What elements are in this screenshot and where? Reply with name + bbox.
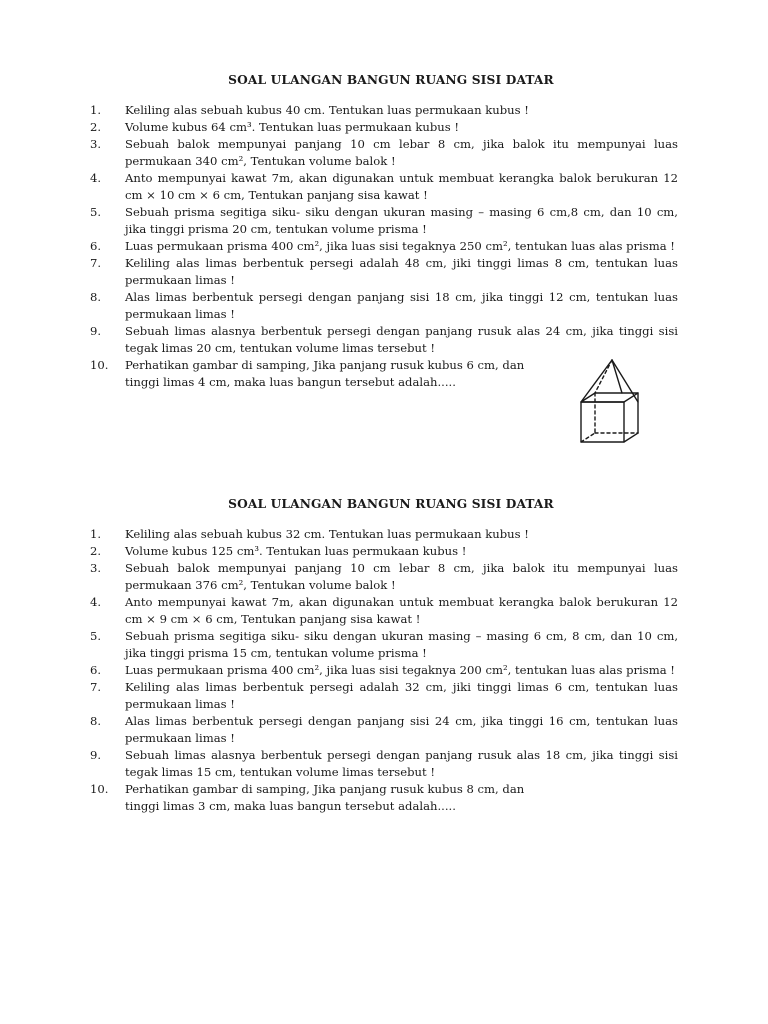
question-item	[0, 543, 768, 560]
question-item	[0, 781, 768, 815]
question-text: Sebuah limas alasnya berbentuk persegi dengan panjang rusuk alas 24 cm, jika tinggi sisi tegak limas 20 cm, tentukan volume limas tersebut !	[125, 324, 678, 355]
question-text: Sebuah limas alasnya berbentuk persegi dengan panjang rusuk alas 18 cm, jika tinggi sisi tegak limas 15 cm, tentukan volume limas tersebut !	[125, 748, 678, 779]
question-item	[0, 662, 768, 679]
question-list	[0, 102, 768, 391]
question-text: Alas limas berbentuk persegi dengan panjang sisi 18 cm, jika tinggi 12 cm, tentukan luas permukaan limas !	[125, 290, 678, 321]
question-text: Alas limas berbentuk persegi dengan panjang sisi 24 cm, jika tinggi 16 cm, tentukan luas permukaan limas !	[125, 714, 678, 745]
question-text: Luas permukaan prisma 400 cm², jika luas sisi tegaknya 250 cm², tentukan luas alas prisma !	[125, 239, 675, 253]
question-item	[0, 255, 768, 289]
question-text: Sebuah balok mempunyai panjang 10 cm lebar 8 cm, jika balok itu mempunyai luas permukaan 340 cm², Tentukan volume balok !	[125, 137, 678, 168]
question-number: 3.	[90, 561, 102, 575]
question-number: 10.	[90, 358, 109, 372]
question-number: 4.	[90, 171, 102, 185]
question-number: 7.	[90, 256, 102, 270]
question-item	[0, 713, 768, 747]
worksheet-title: SOAL ULANGAN BANGUN RUANG SISI DATAR	[228, 497, 554, 511]
question-number: 5.	[90, 205, 102, 219]
question-number: 8.	[90, 714, 102, 728]
question-number: 6.	[90, 239, 102, 253]
figure-lines	[581, 360, 638, 442]
question-text: Anto mempunyai kawat 7m, akan digunakan untuk membuat kerangka balok berukuran 12 cm × 10 cm × 6 cm, Tentukan panjang sisa kawat !	[125, 171, 678, 202]
question-number: 8.	[90, 290, 102, 304]
question-text: Volume kubus 125 cm³. Tentukan luas permukaan kubus !	[125, 544, 467, 558]
question-number: 4.	[90, 595, 102, 609]
question-text: Keliling alas sebuah kubus 40 cm. Tentukan luas permukaan kubus !	[125, 103, 529, 117]
question-item	[0, 102, 768, 119]
question-item	[0, 357, 768, 391]
worksheet-1	[0, 73, 768, 391]
question-item	[0, 560, 768, 594]
question-text: Sebuah balok mempunyai panjang 10 cm lebar 8 cm, jika balok itu mempunyai luas permukaan 376 cm², Tentukan volume balok !	[125, 561, 678, 592]
worksheet-title: SOAL ULANGAN BANGUN RUANG SISI DATAR	[228, 73, 554, 87]
question-number: 2.	[90, 120, 102, 134]
question-number: 6.	[90, 663, 102, 677]
question-text: Volume kubus 64 cm³. Tentukan luas permukaan kubus !	[125, 120, 460, 134]
question-item	[0, 323, 768, 357]
question-text: Perhatikan gambar di samping, Jika panjang rusuk kubus 8 cm, dan tinggi limas 3 cm, maka luas bangun tersebut adalah.....	[125, 782, 525, 813]
question-item	[0, 594, 768, 628]
question-item	[0, 628, 768, 662]
question-item	[0, 170, 768, 204]
question-text: Keliling alas sebuah kubus 32 cm. Tentukan luas permukaan kubus !	[125, 527, 529, 541]
question-text: Sebuah prisma segitiga siku- siku dengan ukuran masing – masing 6 cm, 8 cm, dan 10 cm, jika tinggi prisma 15 cm, tentukan volume prisma !	[125, 629, 678, 660]
question-item	[0, 238, 768, 255]
question-number: 9.	[90, 748, 102, 762]
question-item	[0, 204, 768, 238]
question-number: 2.	[90, 544, 102, 558]
question-number: 10.	[90, 782, 109, 796]
question-text: Keliling alas limas berbentuk persegi adalah 48 cm, jiki tinggi limas 8 cm, tentukan luas permukaan limas !	[125, 256, 678, 287]
question-list	[0, 526, 768, 815]
question-text: Keliling alas limas berbentuk persegi adalah 32 cm, jiki tinggi limas 6 cm, tentukan luas permukaan limas !	[125, 680, 678, 711]
question-number: 1.	[90, 103, 102, 117]
question-item	[0, 679, 768, 713]
question-text: Luas permukaan prisma 400 cm², jika luas sisi tegaknya 200 cm², tentukan luas alas prisma !	[125, 663, 675, 677]
question-number: 1.	[90, 527, 102, 541]
question-text: Sebuah prisma segitiga siku- siku dengan ukuran masing – masing 6 cm,8 cm, dan 10 cm, jika tinggi prisma 20 cm, tentukan volume prisma !	[125, 205, 678, 236]
question-text: Perhatikan gambar di samping, Jika panjang rusuk kubus 6 cm, dan tinggi limas 4 cm, maka luas bangun tersebut adalah.....	[125, 358, 525, 389]
question-text: Anto mempunyai kawat 7m, akan digunakan untuk membuat kerangka balok berukuran 12 cm × 9 cm × 6 cm, Tentukan panjang sisa kawat !	[125, 595, 678, 626]
question-item	[0, 136, 768, 170]
question-number: 7.	[90, 680, 102, 694]
question-item	[0, 747, 768, 781]
question-number: 5.	[90, 629, 102, 643]
question-number: 9.	[90, 324, 102, 338]
question-item	[0, 119, 768, 136]
question-number: 3.	[90, 137, 102, 151]
worksheet-2	[0, 497, 768, 815]
cube-with-pyramid-icon	[574, 358, 646, 448]
question-item	[0, 526, 768, 543]
question-item	[0, 289, 768, 323]
